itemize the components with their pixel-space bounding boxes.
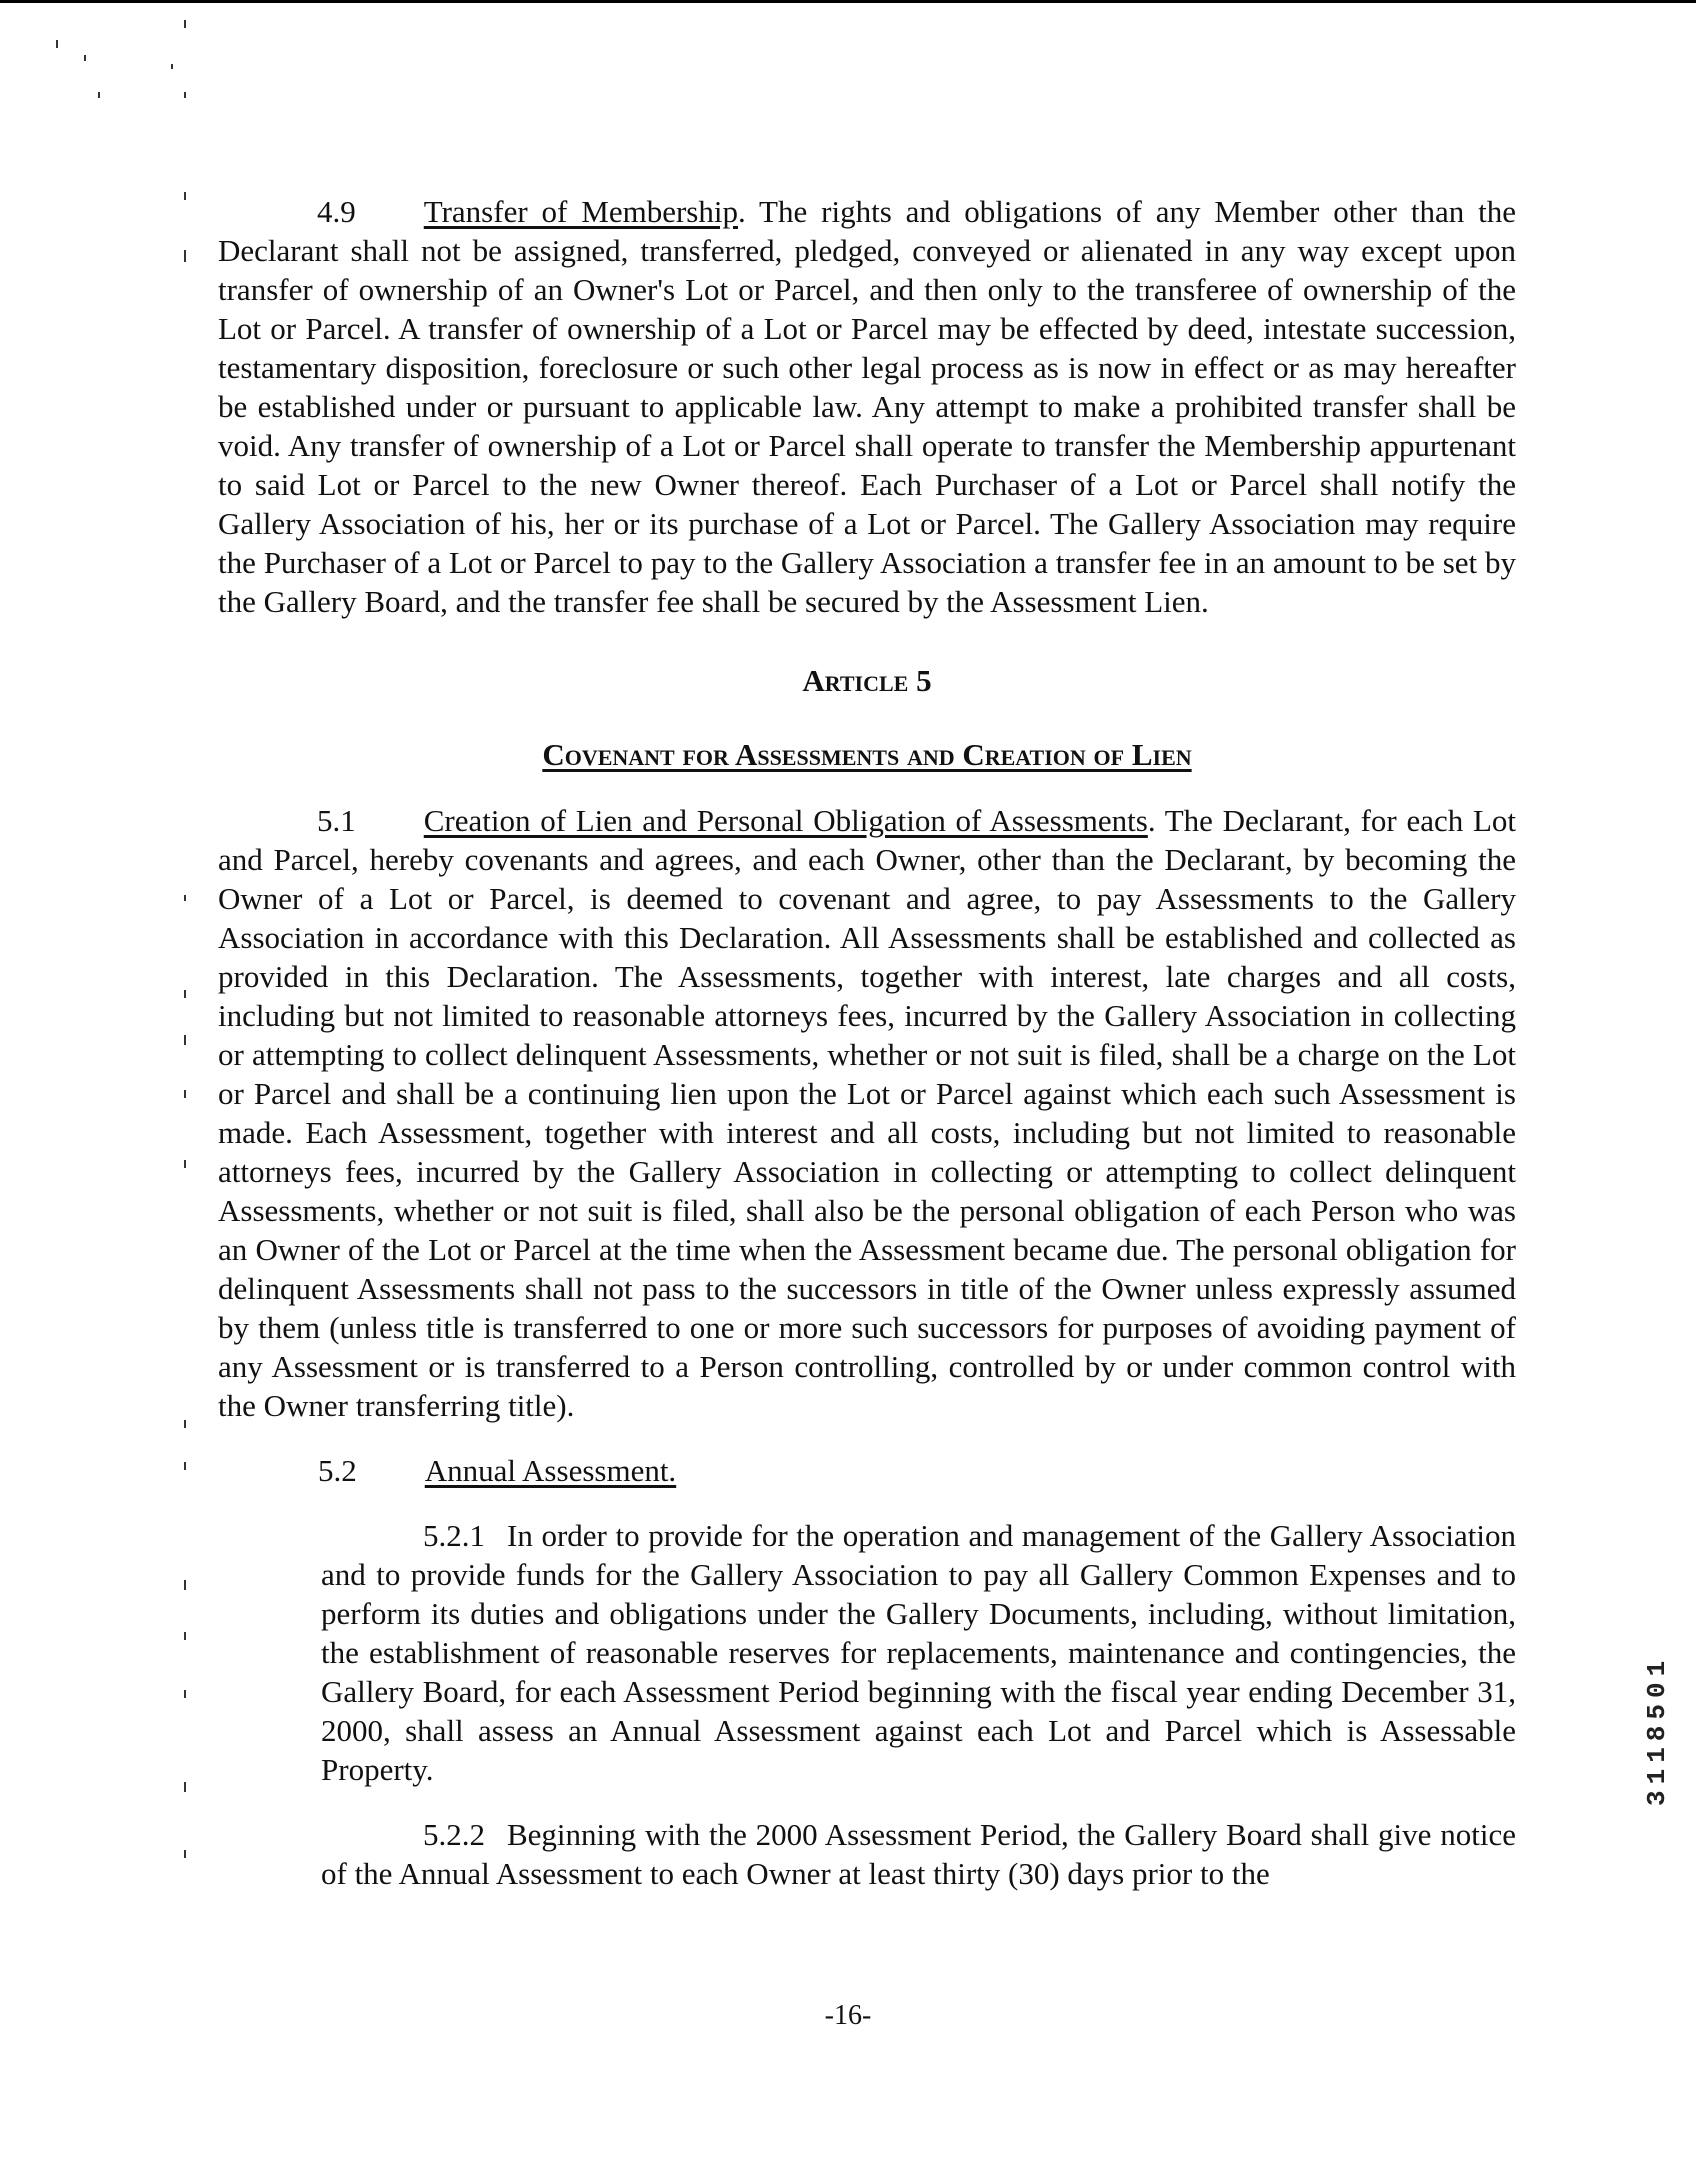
- recording-stamp: 3118501: [1642, 1654, 1672, 1806]
- section-title: Annual Assessment.: [424, 1453, 677, 1488]
- section-5-2-1: [321, 1516, 1516, 1789]
- article-subtitle: Covenant for Assessments and Creation of Lien: [542, 737, 1192, 772]
- scan-speck: [184, 1160, 186, 1168]
- scan-speck: [184, 1090, 186, 1098]
- section-4-9: [218, 192, 1516, 621]
- section-title: Transfer of Membership: [423, 194, 738, 229]
- scan-speck: [184, 92, 186, 98]
- scan-speck: [184, 1850, 186, 1858]
- scan-speck: [184, 1782, 186, 1792]
- scan-speck: [184, 990, 186, 998]
- scan-speck: [184, 1632, 186, 1640]
- page-number: -16-: [824, 2000, 872, 2031]
- section-number: 4.9: [317, 194, 356, 229]
- scan-top-edge: [0, 0, 1696, 3]
- scan-speck: [184, 895, 186, 901]
- section-body: Beginning with the 2000 Assessment Period, the Gallery Board shall give notice of the Annual Assessment to each Owner at least thirty (30) days prior to the: [321, 1817, 1516, 1891]
- scan-speck: [184, 20, 186, 28]
- section-title: Creation of Lien and Personal Obligation of Assessments: [423, 803, 1148, 838]
- section-number: 5.1: [317, 803, 356, 838]
- document-body: [218, 192, 1516, 1893]
- scan-speck: [184, 1580, 186, 1590]
- scan-speck: [98, 92, 100, 98]
- scan-speck: [184, 1462, 186, 1470]
- scan-speck: [184, 1420, 186, 1428]
- section-number: 5.2.2: [423, 1817, 485, 1852]
- section-body: In order to provide for the operation and management of the Gallery Association and to provide funds for the Gallery Association to pay all Gallery Common Expenses and to perform its duties and obligations under the Gallery Documents, including, without limitation, the establishment of reasonable reserves for replacements, maintenance and contingencies, the Gallery Board, for each Assessment Period beginning with the fiscal year ending December 31, 2000, shall assess an Annual Assessment against each Lot and Parcel which is Assessable Property.: [321, 1518, 1516, 1787]
- scan-speck: [184, 1690, 186, 1698]
- section-number: 5.2: [318, 1453, 357, 1488]
- section-body: . The Declarant, for each Lot and Parcel, hereby covenants and agrees, and each Owner, other than the Declarant, by becoming the Owner of a Lot or Parcel, is deemed to covenant and agree, to pay Assessments to the Gallery Association in accordance with this Declaration. All Assessments shall be established and collected as provided in this Declaration. The Assessments, together with interest, late charges and all costs, including but not limited to reasonable attorneys fees, incurred by the Gallery Association in collecting or attempting to collect delinquent Assessments, whether or not suit is filed, shall be a charge on the Lot or Parcel and shall be a continuing lien upon the Lot or Parcel against which each such Assessment is made. Each Assessment, together with interest and all costs, including but not limited to reasonable attorneys fees, incurred by the Gallery Association in collecting or attempting to collect delinquent Assessments, whether or not suit is filed, shall also be the personal obligation of each Person who was an Owner of the Lot or Parcel at the time when the Assessment became due. The personal obligation for delinquent Assessments shall not pass to the successors in title of the Owner unless expressly assumed by them (unless title is transferred to one or more such successors for purposes of avoiding payment of any Assessment or is transferred to a Person controlling, controlled by or under common control with the Owner transferring title).: [218, 803, 1516, 1423]
- scan-speck: [184, 1035, 186, 1045]
- scan-speck: [171, 64, 173, 69]
- article-title: Article 5: [802, 663, 932, 698]
- section-body: . The rights and obligations of any Member other than the Declarant shall not be assigned, transferred, pledged, conveyed or alienated in any way except upon transfer of ownership of an Owner's Lot or Parcel, and then only to the transferee of ownership of the Lot or Parcel. A transfer of ownership of a Lot or Parcel may be effected by deed, intestate succession, testamentary disposition, foreclosure or such other legal process as is now in effect or as may hereafter be established under or pursuant to applicable law. Any attempt to make a prohibited transfer shall be void. Any transfer of ownership of a Lot or Parcel shall operate to transfer the Membership appurtenant to said Lot or Parcel to the new Owner thereof. Each Purchaser of a Lot or Parcel shall notify the Gallery Association of his, her or its purchase of a Lot or Parcel. The Gallery Association may require the Purchaser of a Lot or Parcel to pay to the Gallery Association a transfer fee in an amount to be set by the Gallery Board, and the transfer fee shall be secured by the Assessment Lien.: [218, 194, 1516, 619]
- section-number: 5.2.1: [423, 1518, 485, 1553]
- section-5-2-2: [321, 1815, 1516, 1893]
- section-5-1: [218, 801, 1516, 1425]
- scan-speck: [84, 55, 86, 61]
- section-5-2: [218, 1451, 1516, 1490]
- scan-speck: [56, 40, 58, 48]
- scan-speck: [184, 192, 186, 200]
- scan-speck: [184, 250, 186, 262]
